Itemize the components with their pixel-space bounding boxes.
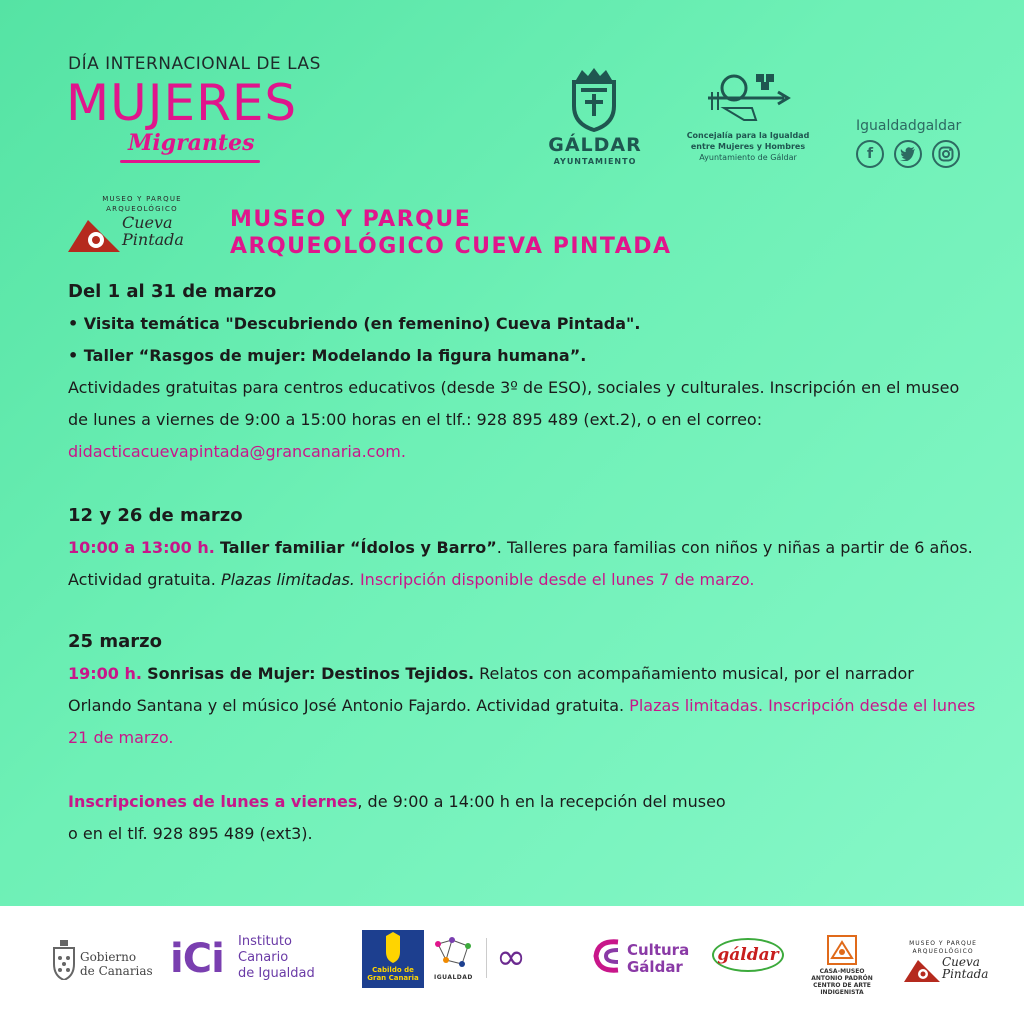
- cabildo-text: [362, 966, 424, 982]
- section-march-1-31: [68, 276, 978, 468]
- network-icon: [432, 934, 478, 974]
- cultura-swirl-icon: [592, 936, 626, 976]
- footer-cueva-wordmark: [942, 956, 988, 980]
- event-title-migrantes: Migrantes: [128, 130, 255, 156]
- concejalia-line3: Ayuntamiento de Gáldar: [699, 153, 797, 162]
- casa-line3: CENTRO DE ARTE: [813, 982, 871, 989]
- concejalia-logo: [704, 70, 794, 130]
- section2-time: 10:00 a 13:00 h.: [68, 538, 215, 557]
- concejalia-line1: Concejalía para la Igualdad: [686, 131, 810, 140]
- closing-line1-text: , de 9:00 a 14:00 h en la recepción del museo: [357, 792, 726, 811]
- gobierno-canarias-logo: [52, 940, 76, 984]
- section3-time: 19:00 h.: [68, 664, 142, 683]
- social-handle: Igualdadgaldar: [856, 118, 962, 134]
- cabildo-shield-icon: [362, 930, 424, 966]
- twitter-icon[interactable]: [894, 140, 922, 168]
- cabildo-line2: Gran Canaria: [367, 974, 419, 982]
- footer-cueva-word1: Cueva: [942, 955, 980, 969]
- section1-email[interactable]: didacticacuevapintada@grancanaria.com.: [68, 442, 406, 461]
- section2-paragraph: [68, 532, 978, 596]
- museo-logo-caption: [88, 194, 196, 214]
- equality-arrow-icon: [704, 70, 794, 126]
- section2-title: Taller familiar “Ídolos y Barro”: [219, 538, 497, 557]
- section2-inscription: Inscripción disponible desde el lunes 7 de marzo.: [359, 570, 755, 589]
- gobierno-canarias-text: [80, 950, 153, 978]
- igualdad-label: IGUALDAD: [434, 974, 473, 981]
- migrantes-underline: [120, 160, 260, 163]
- section1-bullet1: • Visita temática "Descubriendo (en femenino) Cueva Pintada".: [68, 314, 641, 333]
- ici-line2: Canario: [238, 950, 289, 965]
- coat-of-arms-icon: [52, 940, 76, 980]
- event-title-mujeres: MUJERES: [66, 74, 298, 132]
- section-march-25: [68, 626, 978, 754]
- cultura-line1: Cultura: [627, 941, 690, 959]
- cueva-pintada-logo: [66, 214, 122, 258]
- section3-heading: 25 marzo: [68, 631, 162, 652]
- galdar-oval-logo: gáldar: [712, 938, 784, 972]
- event-title-line1: DÍA INTERNACIONAL DE LAS: [68, 54, 321, 74]
- closing-info: [68, 786, 978, 850]
- section3-text: Relatos con acompañamiento musical, por el narrador Orlando Santana y el músico José Antonio Fajardo. Actividad gratuita.: [68, 664, 914, 715]
- galdar-name: GÁLDAR: [548, 134, 642, 156]
- section2-limited: Plazas limitadas.: [220, 570, 355, 589]
- closing-line2: o en el tlf. 928 895 489 (ext3).: [68, 824, 313, 843]
- section2-text: . Talleres para familias con niños y niñas a partir de 6 años. Actividad gratuita.: [68, 538, 973, 589]
- casa-museo-icon: [826, 934, 858, 966]
- cultura-line2: Gáldar: [627, 958, 683, 976]
- section3-title: Sonrisas de Mujer: Destinos Tejidos.: [147, 664, 475, 683]
- section1-bullet2: • Taller “Rasgos de mujer: Modelando la figura humana”.: [68, 346, 587, 365]
- galdar-shield-logo: [548, 66, 640, 136]
- cueva-pintada-wordmark: [122, 214, 184, 248]
- ici-logo-mark: iCi: [170, 936, 224, 982]
- section2-heading: 12 y 26 de marzo: [68, 505, 243, 526]
- casa-line4: INDIGENISTA: [820, 989, 864, 996]
- section1-text: Actividades gratuitas para centros educativos (desde 3º de ESO), sociales y culturales. Inscripción en el museo de lunes a viernes de 9:00 a 15:00 horas en el tlf.: 928 895 489 (ext.2), o en el correo:: [68, 378, 960, 429]
- cultura-galdar-text: [627, 942, 689, 976]
- casa-museo-text: [810, 968, 874, 996]
- venue-title: [230, 206, 672, 260]
- cultura-galdar-logo: [592, 936, 626, 980]
- ici-logo-text: [238, 934, 315, 982]
- cave-icon: [902, 956, 942, 984]
- museo-logo-small1: MUSEO Y PARQUE: [102, 195, 182, 203]
- section1-heading: Del 1 al 31 de marzo: [68, 281, 277, 302]
- gobierno-line1: Gobierno: [80, 950, 137, 964]
- cave-icon: [66, 214, 122, 254]
- shield-icon: [548, 66, 640, 132]
- closing-lead: Inscripciones de lunes a viernes: [68, 792, 358, 811]
- footer-cueva-logo: [902, 956, 942, 988]
- footer-museo-small1: MUSEO Y PARQUE: [909, 940, 977, 947]
- social-icons: [856, 140, 960, 168]
- cabildo-line1: Cabildo de: [372, 966, 414, 974]
- venue-line2: ARQUEOLÓGICO CUEVA PINTADA: [230, 234, 672, 259]
- footer-cueva-word2: Pintada: [942, 967, 989, 981]
- concejalia-line2: entre Mujeres y Hombres: [690, 142, 806, 151]
- igualdad-network-logo: [432, 934, 478, 978]
- infinity-logo: ∞: [496, 937, 526, 978]
- closing-line1: [68, 786, 978, 818]
- venue-line1: MUSEO Y PARQUE: [230, 207, 472, 232]
- instagram-icon[interactable]: [932, 140, 960, 168]
- casa-line1: CASA-MUSEO: [819, 968, 865, 975]
- footer-museo-small2: ARQUEOLÓGICO: [912, 948, 974, 955]
- ici-line1: Instituto: [238, 934, 292, 949]
- ici-line3: de Igualdad: [238, 966, 315, 981]
- concejalia-text: [686, 130, 810, 163]
- casa-line2: ANTONIO PADRÓN: [811, 975, 873, 982]
- galdar-sub: AYUNTAMIENTO: [553, 157, 637, 166]
- cueva-word2: Pintada: [122, 230, 184, 249]
- facebook-icon[interactable]: f: [856, 140, 884, 168]
- casa-museo-logo: [826, 934, 858, 970]
- footer-divider: [486, 938, 487, 978]
- section-march-12-26: [68, 500, 978, 596]
- section3-paragraph: [68, 658, 978, 754]
- gobierno-line2: de Canarias: [80, 964, 153, 978]
- footer-museo-caption: [904, 940, 982, 956]
- section3-inscription: Plazas limitadas. Inscripción desde el lunes 21 de marzo.: [68, 696, 976, 747]
- museo-logo-small2: ARQUEOLÓGICO: [106, 205, 178, 213]
- cueva-word1: Cueva: [122, 213, 173, 232]
